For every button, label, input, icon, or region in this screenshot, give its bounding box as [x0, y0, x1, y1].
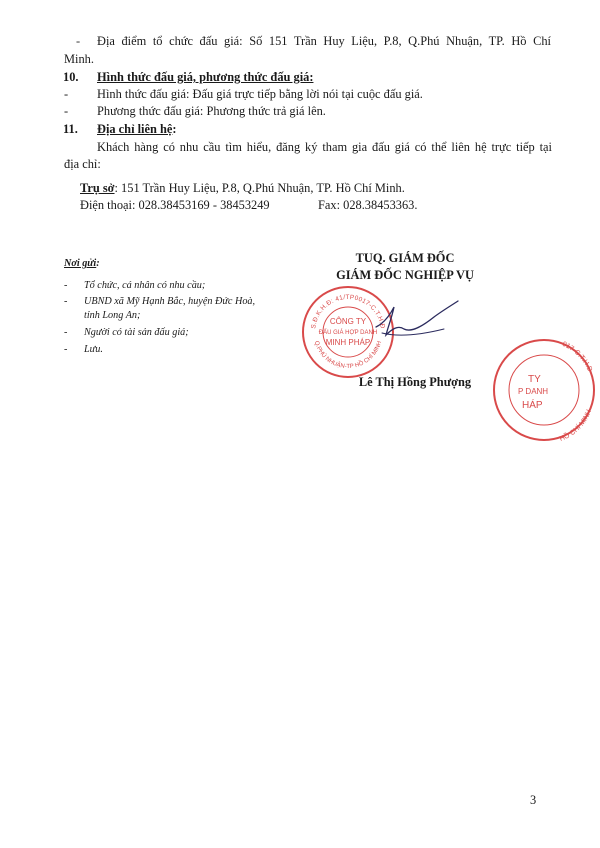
- recipient-item: UBND xã Mỹ Hạnh Bắc, huyện Đức Hoà,: [84, 296, 256, 307]
- recipient-item: Lưu.: [84, 344, 103, 355]
- bullet-dash: -: [64, 327, 68, 338]
- venue-line-2: Minh.: [64, 52, 94, 66]
- recipients-title: Nơi gửi: [64, 258, 97, 269]
- seal-line-1: CÔNG TY: [329, 317, 367, 326]
- recipients-colon: :: [96, 258, 100, 269]
- seal-line-2: ĐẤU GIÁ HỢP DANH: [318, 330, 378, 336]
- seal-ring-bottom: Q.PHÚ NHUẬN-TP HỒ CHÍ MINH: [312, 340, 384, 371]
- signature-title-2: GIÁM ĐỐC NGHIỆP VỤ: [336, 268, 474, 282]
- fax-number: Fax: 028.38453363.: [318, 198, 418, 212]
- bullet-dash: -: [76, 34, 81, 48]
- bullet-dash: -: [64, 344, 68, 355]
- bullet-dash: -: [64, 104, 69, 118]
- bullet-dash: -: [64, 280, 68, 291]
- venue-line-1: Địa điểm tổ chức đấu giá: Số 151 Trần Huy Liệu, P.8, Q.Phú Nhuận, TP. Hồ Chí: [97, 34, 551, 48]
- seal-ring-top: S.Đ.K.H.Đ: 41/TP0017-C.T.H.Đ: [310, 293, 386, 330]
- contact-paragraph-line-2: địa chỉ:: [64, 157, 101, 171]
- office-address: : 151 Trần Huy Liệu, P.8, Q.Phú Nhuận, TP. Hồ Chí Minh.: [114, 181, 405, 195]
- partial-seal-line-3: HÁP: [522, 400, 543, 411]
- partial-seal-ring: 017-C.T.H.Đ: [561, 340, 594, 373]
- section-11-title: Địa chỉ liên hệ: [97, 122, 173, 136]
- partial-seal-line-2: P DANH: [518, 387, 549, 396]
- bullet-dash: -: [64, 296, 68, 307]
- section-11-title-wrap: [97, 121, 177, 137]
- signature-title-1: TUQ. GIÁM ĐỐC: [355, 251, 455, 265]
- section-11-number: 11.: [63, 122, 78, 136]
- section-10-title: Hình thức đấu giá, phương thức đấu giá:: [97, 70, 314, 84]
- office-address-line: [80, 180, 405, 196]
- office-label: Trụ sở: [80, 181, 115, 195]
- seal-line-3: MINH PHÁP: [325, 338, 371, 347]
- partial-seal-clip: [488, 334, 600, 446]
- recipient-item: Tổ chức, cá nhân có nhu cầu;: [84, 280, 206, 291]
- page-number: 3: [530, 793, 537, 807]
- recipients-title-wrap: [64, 257, 100, 270]
- svg-text:017-C.T.H.Đ: [561, 341, 593, 373]
- partial-seal-ring-bottom: HỒ CHÍ MINH: [558, 408, 594, 444]
- partial-seal-line-1: TY: [528, 374, 541, 385]
- partial-seal: [488, 334, 600, 446]
- svg-text:HỒ CHÍ MINH: [559, 409, 593, 443]
- section-11-colon: :: [172, 122, 177, 136]
- signer-name: Lê Thị Hồng Phượng: [358, 375, 472, 389]
- auction-method-text: Phương thức đấu giá: Phương thức trả giá lên.: [97, 104, 326, 118]
- phone-number: Điện thoại: 028.38453169 - 38453249: [80, 198, 270, 212]
- bullet-dash: -: [64, 87, 69, 101]
- recipient-item: Người có tài sản đấu giá;: [84, 327, 189, 338]
- recipient-item-cont: tỉnh Long An;: [84, 310, 141, 321]
- contact-paragraph-line-1: Khách hàng có nhu cầu tìm hiểu, đăng ký tham gia đấu giá có thể liên hệ trực tiếp tại: [97, 140, 552, 154]
- section-10-number: 10.: [63, 70, 79, 84]
- auction-form-text: Hình thức đấu giá: Đấu giá trực tiếp bằng lời nói tại cuộc đấu giá.: [97, 87, 423, 101]
- handwritten-signature: [372, 295, 462, 345]
